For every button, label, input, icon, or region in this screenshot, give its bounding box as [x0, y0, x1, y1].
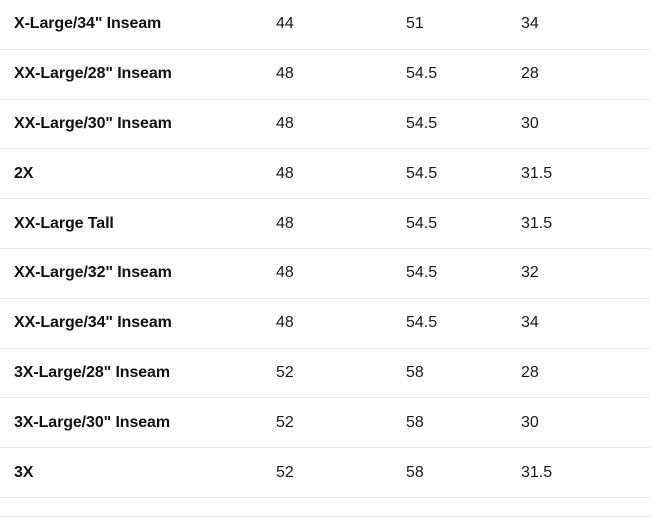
row-waist-value: 48	[276, 114, 294, 132]
row-size-label: 3X	[14, 463, 34, 481]
row-size-label: X-Large/34" Inseam	[14, 15, 162, 33]
row-size-label: XX-Large/34" Inseam	[14, 314, 172, 332]
table-row	[0, 199, 651, 249]
row-inseam-value: 34	[521, 314, 539, 332]
row-inseam-value: 31.5	[521, 463, 553, 481]
table-row	[0, 398, 651, 448]
row-inseam-value: 28	[521, 363, 539, 381]
row-hip-value: 54.5	[406, 65, 438, 83]
row-size-label: XX-Large/32" Inseam	[14, 264, 172, 282]
row-hip-value: 54.5	[406, 264, 438, 282]
row-waist-value: 52	[276, 363, 294, 381]
row-hip-value: 58	[406, 413, 424, 431]
table-row	[0, 448, 651, 498]
row-waist-value: 44	[276, 15, 294, 33]
row-size-label: XX-Large/30" Inseam	[14, 114, 172, 132]
row-waist-value: 48	[276, 214, 294, 232]
row-waist-value: 48	[276, 164, 294, 182]
row-hip-value: 51	[406, 15, 424, 33]
table-row	[0, 149, 651, 199]
table-row	[0, 49, 651, 99]
table-row	[0, 248, 651, 298]
row-inseam-value: 31.5	[521, 164, 553, 182]
row-inseam-value: 32	[521, 264, 539, 282]
table-row	[0, 99, 651, 149]
row-waist-value: 52	[276, 413, 294, 431]
spacer-cell	[274, 497, 406, 516]
row-size-label: XX-Large Tall	[14, 214, 114, 232]
row-hip-value: 58	[406, 363, 424, 381]
row-inseam-value: 30	[521, 413, 539, 431]
row-inseam-value: 30	[521, 114, 539, 132]
row-hip-value: 54.5	[406, 164, 438, 182]
row-size-label: 3X-Large/30" Inseam	[14, 413, 170, 431]
row-inseam-value: 34	[521, 15, 539, 33]
row-hip-value: 54.5	[406, 314, 438, 332]
row-waist-value: 52	[276, 463, 294, 481]
row-hip-value: 54.5	[406, 114, 438, 132]
table-row	[0, 298, 651, 348]
row-inseam-value: 31.5	[521, 214, 553, 232]
table-row	[0, 0, 651, 49]
row-waist-value: 48	[276, 264, 294, 282]
table-bottom-spacer	[0, 497, 651, 516]
row-inseam-value: 28	[521, 65, 539, 83]
spacer-cell	[521, 497, 651, 516]
row-hip-value: 58	[406, 463, 424, 481]
table-row	[0, 348, 651, 398]
spacer-cell	[0, 497, 274, 516]
row-hip-value: 54.5	[406, 214, 438, 232]
row-size-label: XX-Large/28" Inseam	[14, 65, 172, 83]
row-size-label: 2X	[14, 164, 34, 182]
row-waist-value: 48	[276, 65, 294, 83]
row-size-label: 3X-Large/28" Inseam	[14, 363, 170, 381]
row-waist-value: 48	[276, 314, 294, 332]
spacer-cell	[406, 497, 521, 516]
